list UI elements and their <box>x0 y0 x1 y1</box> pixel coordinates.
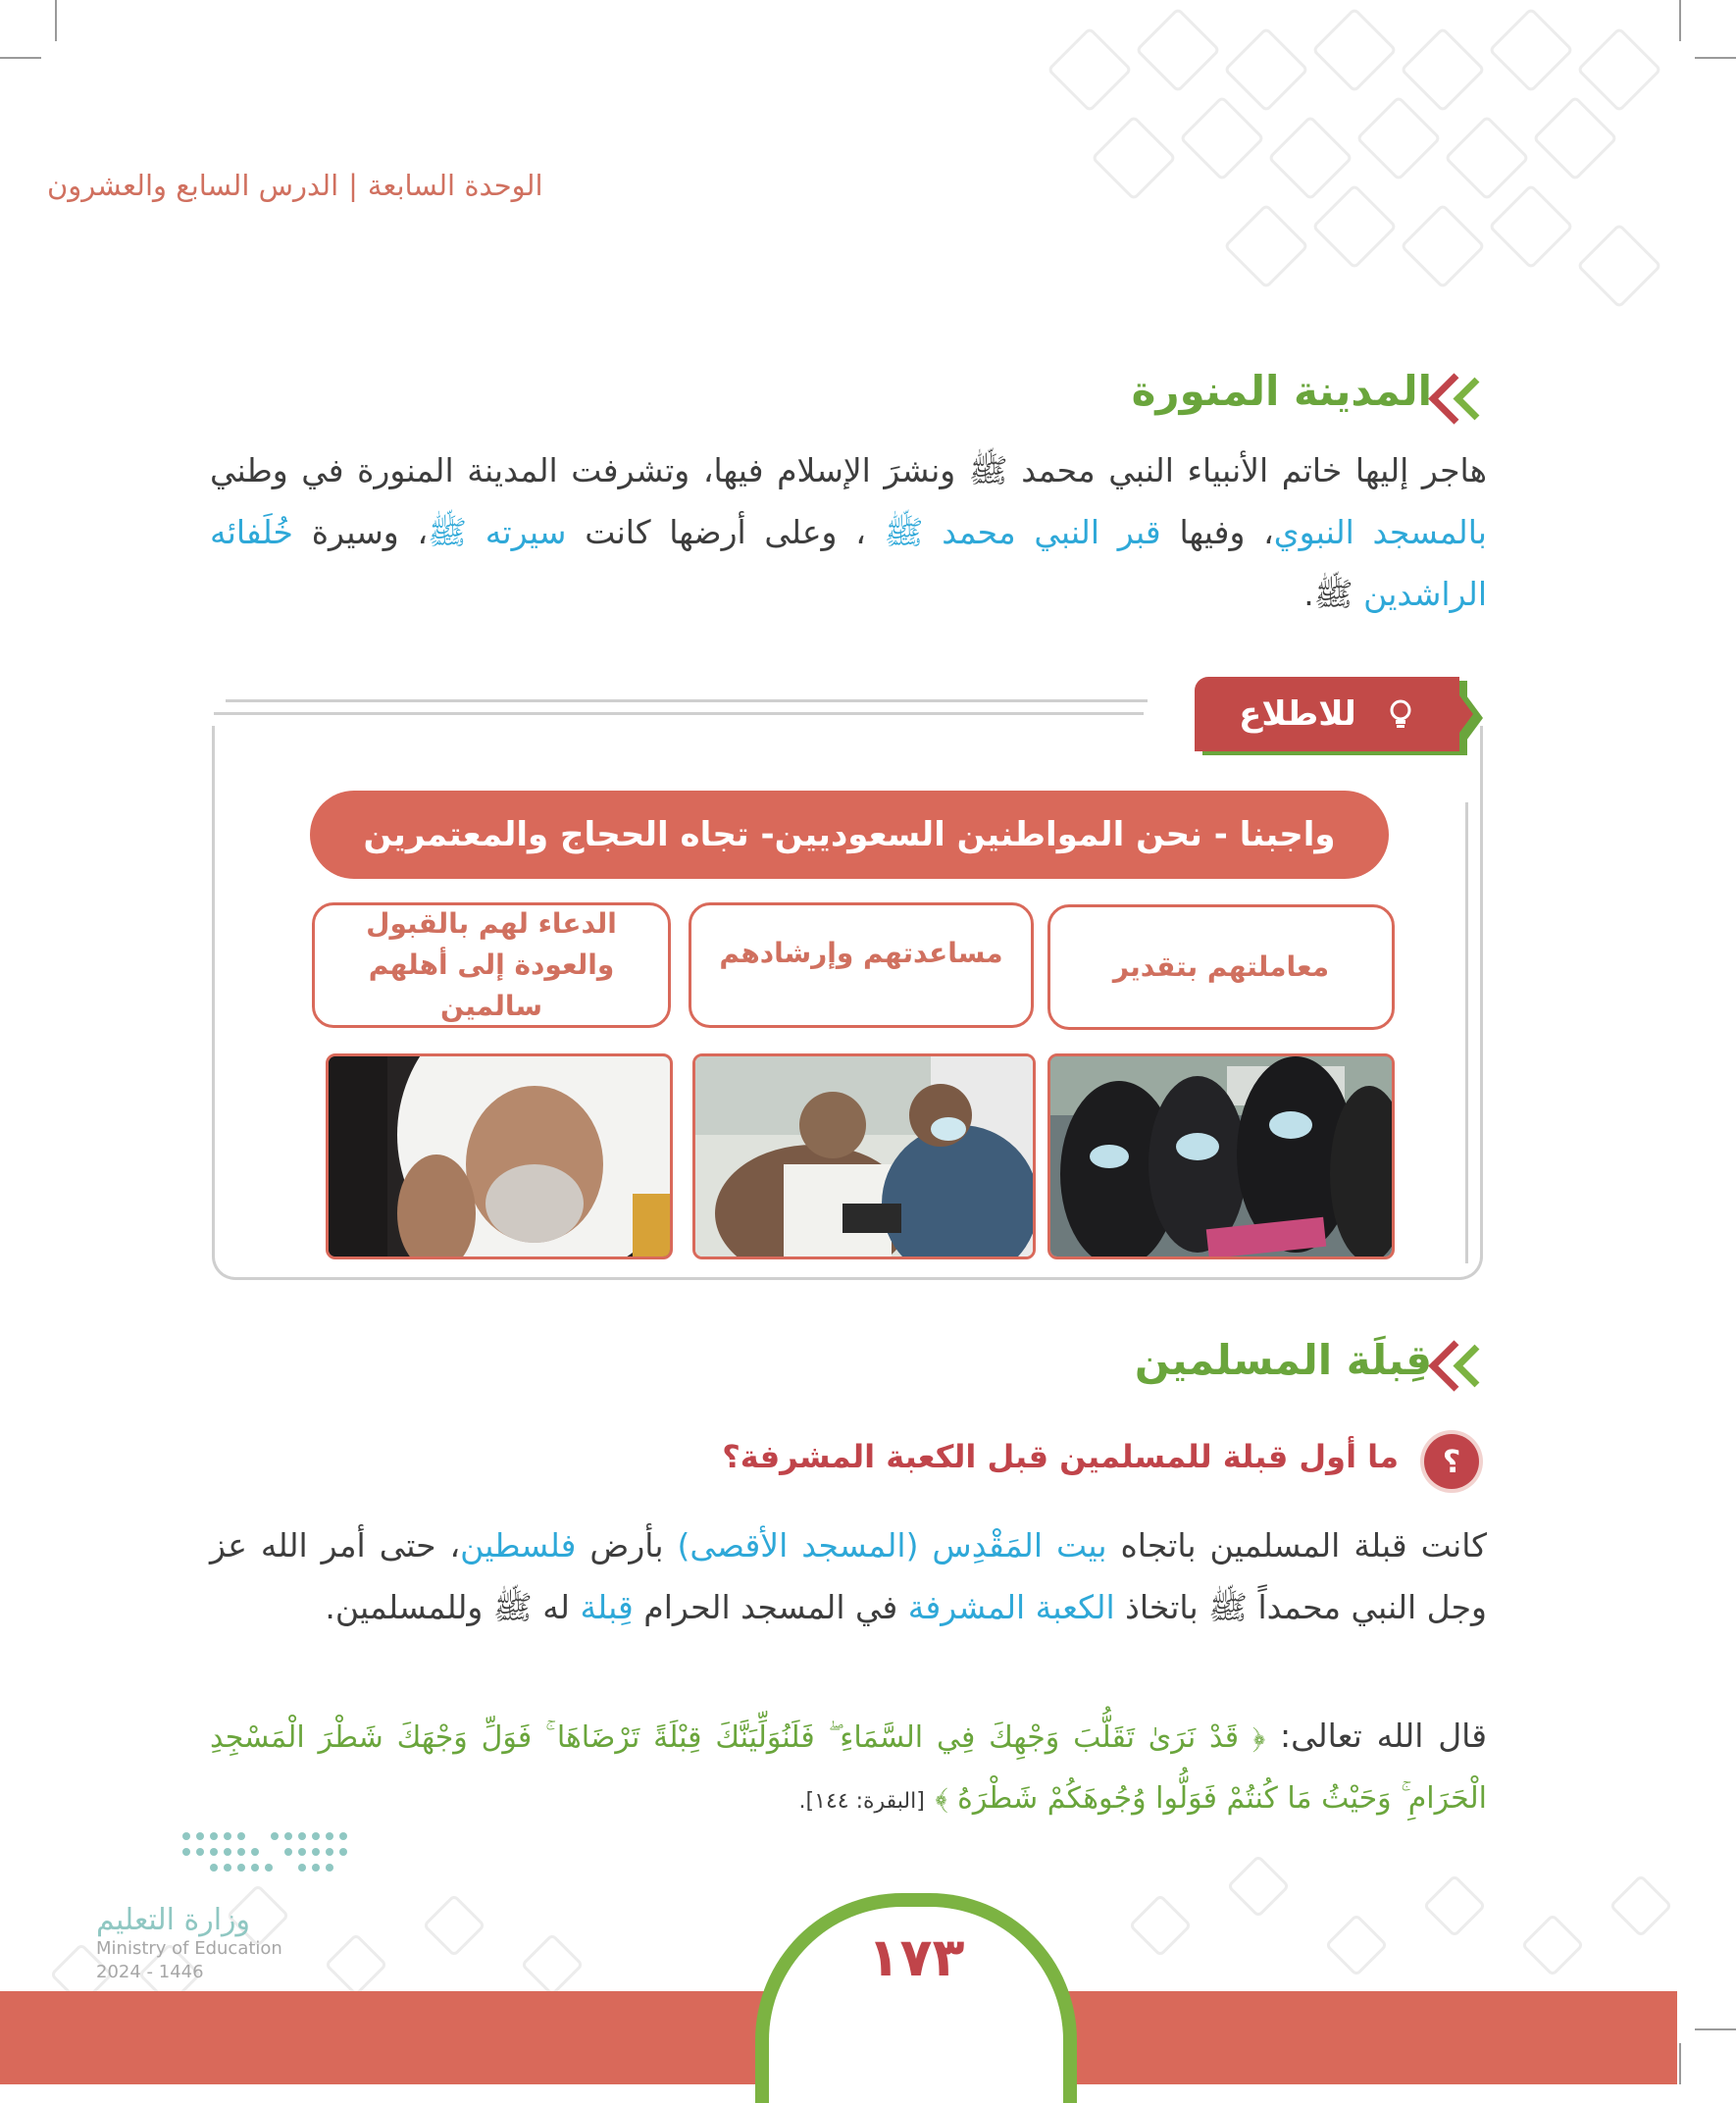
frame-line <box>1465 802 1468 1263</box>
crop-mark <box>55 0 57 41</box>
highlight-masjid-nabawi: بالمسجد النبوي <box>1273 513 1487 551</box>
lesson-label: الدرس السابع والعشرون <box>47 169 339 202</box>
header-separator: | <box>348 169 358 202</box>
card-text: مساعدتهم وإرشادهم <box>719 937 1003 969</box>
ribbon-tip <box>1446 677 1473 751</box>
unit-label: الوحدة السابعة <box>367 169 543 202</box>
section-title-madinah: المدينة المنورة <box>1131 367 1432 415</box>
duty-card-respect <box>1047 904 1395 1030</box>
crop-mark <box>1679 0 1681 41</box>
crop-mark <box>1695 57 1736 59</box>
page-number-arc <box>755 1893 1077 2103</box>
duty-card-prayer <box>312 902 671 1028</box>
section-title-qibla: قِبلَة المسلمين <box>1134 1336 1432 1384</box>
lightbulb-icon <box>1387 698 1414 730</box>
card-text: معاملتهم بتقدير <box>1112 950 1330 983</box>
verse-reference: [البقرة: ١٤٤]. <box>798 1789 925 1814</box>
highlight-kaaba: الكعبة المشرفة <box>907 1588 1115 1626</box>
highlight-qibla: قِبلة <box>580 1588 634 1626</box>
text-run: ، وعلى أرضها كانت <box>566 513 885 551</box>
photo-king-praying <box>326 1053 673 1259</box>
photo-women-volunteers <box>1047 1053 1395 1259</box>
ribbon-label: للاطلاع <box>1239 694 1356 734</box>
page-number: ١٧٣ <box>867 1926 965 1988</box>
highlight-caliphs: خُلَفائه الراشدين <box>210 513 1487 613</box>
verse-block <box>210 1707 1487 1831</box>
quran-verse: ﴿ قَدْ نَرَىٰ تَقَلُّبَ وَجْهِكَ فِي السَّمَاءِ ۖ فَلَنُوَلِّيَنَّكَ قِبْلَةً تَرْضَاهَا ۚ فَوَلِّ وَجْهَكَ شَطْرَ الْمَسْجِدِ الْحَرَامِ ۚ وَحَيْثُ مَا كُنتُمْ فَوَلُّوا وُجُوهَكُمْ شَطْرَهُ ﴾ <box>210 1720 1487 1816</box>
question-icon: ؟ <box>1424 1434 1479 1489</box>
text-run: ، وفيها <box>1160 513 1274 551</box>
ministry-name-ar: وزارة التعليم <box>96 1903 251 1937</box>
duty-banner: واجبنا - نحن المواطنين السعوديين- تجاه الحجاج والمعتمرين <box>310 791 1389 879</box>
question-text: ما أول قبلة للمسلمين قبل الكعبة المشرفة؟ <box>722 1438 1399 1475</box>
text-run: بأرض <box>576 1526 678 1564</box>
text-run: ، حتى أمر الله عز وجل النبي محمداً ﷺ باتخاذ <box>210 1526 1487 1626</box>
card-text: الدعاء لهم بالقبول <box>366 907 617 940</box>
text-run: ، وسيرة <box>292 513 429 551</box>
photo-scout-helping-pilgrim <box>692 1053 1036 1259</box>
highlight-prophet-grave: قبر النبي محمد ﷺ <box>884 513 1161 551</box>
crop-mark <box>1695 2028 1736 2030</box>
highlight-bayt-al-maqdis: بيت المَقْدِس (المسجد الأقصى) <box>677 1526 1107 1564</box>
ministry-name-en: Ministry of Education <box>96 1938 282 1959</box>
ministry-logo-icon <box>177 1826 353 1883</box>
highlight-seerah: سيرته ﷺ <box>428 513 567 551</box>
text-run: في المسجد الحرام <box>633 1588 908 1626</box>
text-run: هاجر إليها خاتم الأنبياء النبي محمد ﷺ ونشرَ الإسلام فيها، وتشرفت المدينة المنورة في وطني <box>210 451 1487 489</box>
text-run: له ﷺ وللمسلمين. <box>325 1588 581 1626</box>
text-run: كانت قبلة المسلمين باتجاه <box>1106 1526 1487 1564</box>
qibla-paragraph <box>210 1514 1487 1638</box>
frame-line <box>214 712 1144 715</box>
madinah-paragraph <box>210 439 1487 625</box>
frame-line <box>226 699 1148 702</box>
crop-mark <box>1679 2043 1681 2084</box>
edition-year: 2024 - 1446 <box>96 1962 204 1982</box>
running-header <box>47 169 734 202</box>
card-text: والعودة إلى أهلهم سالمين <box>368 949 615 1022</box>
duty-card-help <box>689 902 1034 1028</box>
verse-intro: قال الله تعالى: <box>1265 1717 1487 1755</box>
text-run: ﷺ. <box>1303 575 1364 613</box>
crop-mark <box>0 57 41 59</box>
highlight-palestine: فلسطين <box>460 1526 577 1564</box>
